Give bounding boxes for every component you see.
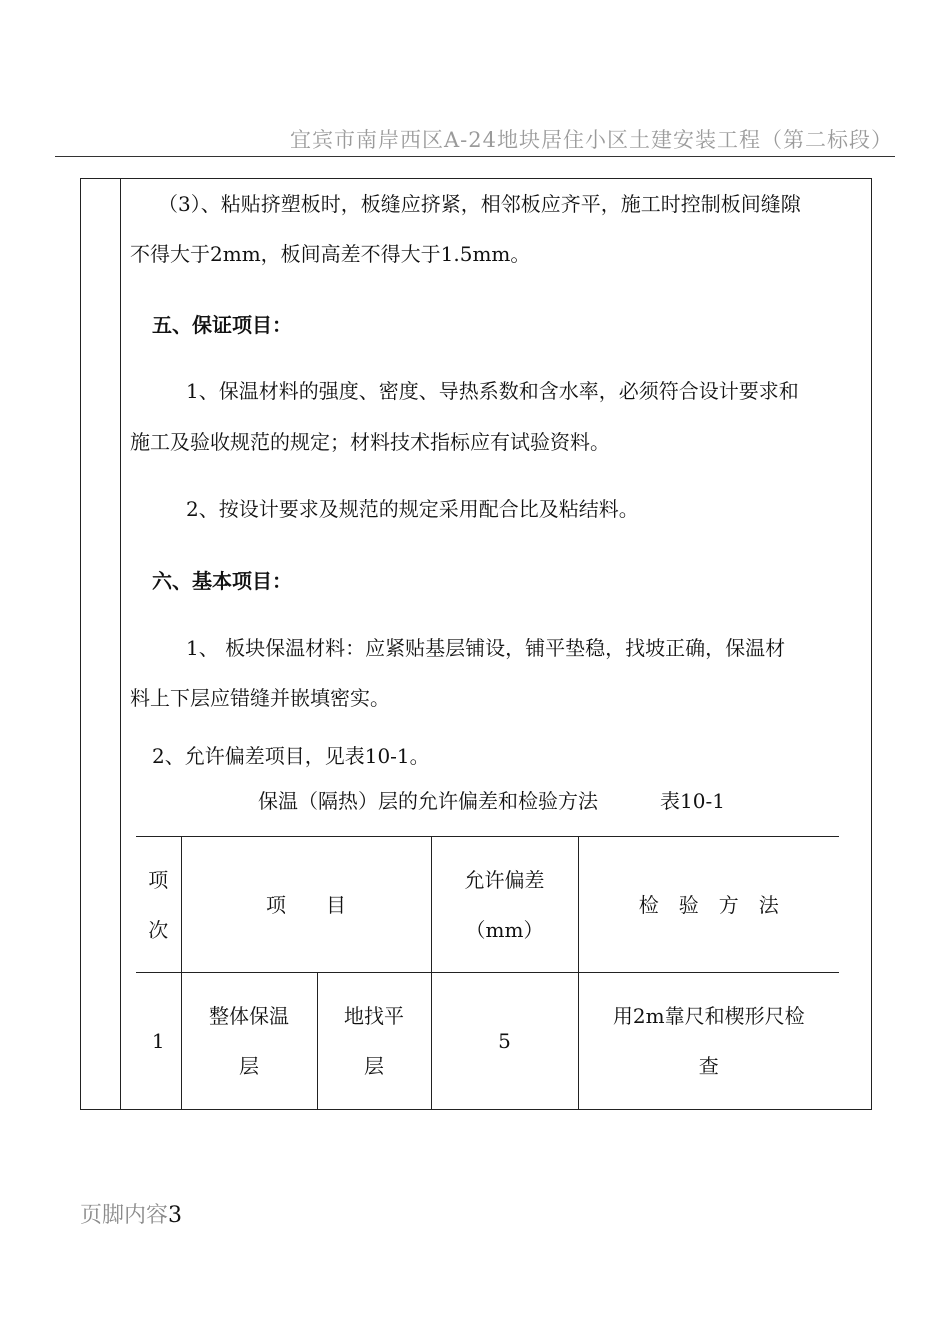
header-rule	[55, 156, 895, 157]
row-item-b-line1: 地找平	[344, 1004, 404, 1028]
page-header: 宜宾市南岸西区A-24地块居住小区土建安装工程（第二标段）	[290, 128, 893, 152]
s6-item2: 2、允许偏差项目，见表10-1。	[152, 744, 430, 768]
para-3-line1: （3）、粘贴挤塑板时，板缝应挤紧，相邻板应齐平，施工时控制板间缝隙	[158, 192, 801, 216]
table-caption	[258, 785, 725, 814]
row-index-cell: 1	[136, 973, 181, 1110]
table-header-row	[136, 837, 839, 973]
header-index-line1: 项	[148, 867, 169, 892]
header-method-cell: 检 验 方 法	[578, 837, 839, 973]
section-6-heading: 六、基本项目：	[152, 569, 292, 593]
footer-page-number: 3	[168, 1203, 183, 1228]
row-method-line1: 用2m靠尺和楔形尺检	[612, 1004, 805, 1028]
row-item-a-line1: 整体保温	[209, 1004, 289, 1028]
s5-item1-line2: 施工及验收规范的规定；材料技术指标应有试验资料。	[130, 430, 610, 454]
header-item-cell: 项 目	[181, 837, 431, 973]
table-caption-title: 保温（隔热）层的允许偏差和检验方法	[258, 789, 598, 813]
page-footer	[80, 1198, 182, 1229]
tolerance-table	[136, 836, 839, 1110]
s6-item1-line1: 1、 板块保温材料：应紧贴基层铺设，铺平垫稳，找坡正确，保温材	[186, 636, 786, 660]
table-row	[136, 973, 839, 1110]
section-5-heading: 五、保证项目：	[152, 313, 292, 337]
row-item-b-cell	[317, 973, 431, 1110]
footer-label: 页脚内容	[80, 1203, 169, 1228]
header-index-line2: 次	[148, 917, 169, 942]
header-tolerance-cell	[431, 837, 578, 973]
table-caption-tag: 表10-1	[660, 789, 725, 813]
header-index-cell	[136, 837, 181, 973]
header-tolerance-line2: （mm）	[465, 917, 544, 942]
row-item-b-line2: 层	[364, 1054, 384, 1078]
row-tolerance-cell: 5	[431, 973, 578, 1110]
s5-item1-line1: 1、保温材料的强度、密度、导热系数和含水率，必须符合设计要求和	[186, 379, 799, 403]
s6-item1-line2: 料上下层应错缝并嵌填密实。	[130, 686, 390, 710]
frame-inner-divider	[120, 178, 121, 1110]
row-method-line2: 查	[698, 1054, 719, 1078]
header-tolerance-line1: 允许偏差	[464, 867, 545, 892]
para-3-line2: 不得大于2mm，板间高差不得大于1.5mm。	[130, 242, 531, 266]
row-method-cell	[578, 973, 839, 1110]
row-item-a-line2: 层	[239, 1054, 259, 1078]
s5-item2: 2、按设计要求及规范的规定采用配合比及粘结料。	[186, 497, 639, 521]
row-item-a-cell	[181, 973, 317, 1110]
